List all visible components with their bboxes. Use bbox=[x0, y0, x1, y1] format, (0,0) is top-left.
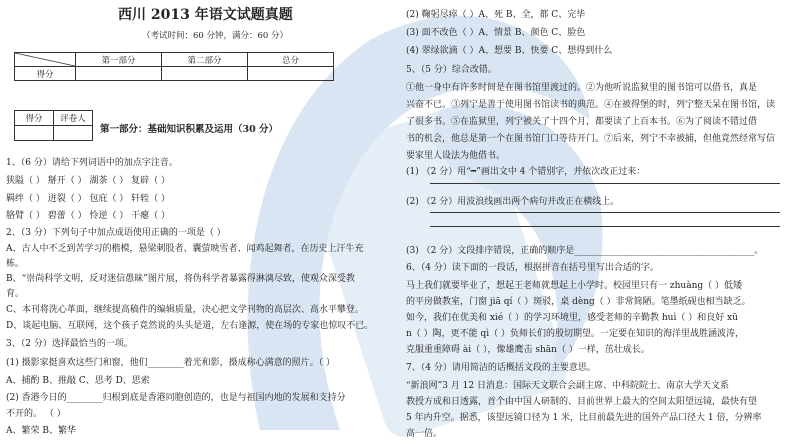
question-line: ①他一身中有许多时间是在图书馆里渡过的。②为他听说监狱里的图书馆可以借书，真是 bbox=[406, 83, 758, 93]
question-line: 7、（4 分）请用简洁的话概括文段的主要意思。 bbox=[406, 363, 596, 373]
question-line: 了很多书。⑤在监狱里，列宁被关了十四个月，都要读了上百本书。⑥为了阅读不错过借 bbox=[406, 117, 758, 127]
exam-subtitle: （考试时间：60 分钟，满分：60 分） bbox=[142, 31, 289, 41]
score-cell-part1[interactable] bbox=[76, 67, 162, 81]
question-line: (4) 翠绿欲滴（ ）A、想要 B、快要 C、想得到什么 bbox=[406, 46, 613, 56]
grader-name-cell[interactable] bbox=[54, 126, 93, 141]
diagonal-line-icon bbox=[15, 53, 75, 66]
answer-blank-line[interactable] bbox=[430, 226, 780, 227]
question-line: 的平房做教室，门窗 jiā qí（ ）斑驳，桌 dèng（ ）非常简陋。笔墨纸砚也相当缺乏。 bbox=[406, 297, 751, 307]
question-line: 狭隘（ ） 掰开（ ） 湖茶（ ） 复辟（ ） bbox=[6, 176, 171, 186]
score-header-total: 总分 bbox=[248, 53, 334, 67]
question-line: 羁绊（ ） 迸裂（ ） 包庇（ ） 轩轾（ ） bbox=[6, 194, 171, 204]
question-line: 1、（6 分）请给下列词语中的加点字注音。 bbox=[6, 158, 178, 168]
score-table-corner bbox=[15, 53, 76, 67]
score-cell-part2[interactable] bbox=[162, 67, 248, 81]
question-line: (1) 摄影家挺喜欢这些门和窗，他们________着光和影，摄成称心满意的照片。（ ） bbox=[6, 358, 335, 368]
question-line: A、繁荣 B、繁华 bbox=[6, 426, 76, 436]
question-line: (3) 面不改色（ ）A、情景 B、颜色 C、脸色 bbox=[406, 28, 586, 38]
question-line: 教授方成和日透露，首个由中国人研制的、目前世界上最大的空间太阳望远镜，最快有望 bbox=[406, 397, 758, 407]
question-line: (3) （2 分）文段排序错误，正确的顺序是________________________________________。 bbox=[406, 246, 764, 256]
question-line: A、捕酌 B、推敲 C、思考 D、思索 bbox=[6, 376, 150, 386]
question-line: 3、（2 分）选择最恰当的一项。 bbox=[6, 339, 133, 349]
question-line: “新浪网”3 月 12 日消息：国际天文联合会副主席、中科院院士、南京大学天文系 bbox=[406, 381, 729, 391]
question-line: C、本刊将洗心革面，继续提高稿件的编辑质量，决心把文学刊物的高层次、高水平攀登。 bbox=[6, 305, 364, 315]
section1-title: 第一部分：基础知识积累及运用（30 分） bbox=[100, 124, 279, 135]
score-table bbox=[14, 52, 334, 81]
question-line: (2) （2 分）用波浪线画出两个病句并改正在横线上。 bbox=[406, 197, 620, 207]
grader-name-label: 评卷人 bbox=[54, 111, 93, 126]
question-line: D、谈起电脑、互联网，这个孩子竟然说的头头是道，左右逢源，使在场的专家也惊叹不已。 bbox=[6, 321, 374, 331]
question-line: 高一倍。 bbox=[406, 429, 443, 439]
grader-score-label: 得分 bbox=[15, 111, 54, 126]
question-line: A、古人中不乏到苦学习的楷模，悬梁刺股者、囊萤映雪者、闻鸡起舞者，在历史上汗牛充 bbox=[6, 244, 364, 254]
question-line: 要家里人设法为他借书。 bbox=[406, 151, 506, 161]
question-line: 克服重重障碍 ài（ ），像雄鹰击 shān（ ）一样，茁壮成长。 bbox=[406, 345, 650, 355]
question-line: 马上我们就要毕业了，想起王老师就想起上小学时。校园里只有一 zhuàng（ ）低矮 bbox=[406, 281, 742, 291]
answer-blank-line[interactable] bbox=[430, 183, 780, 184]
question-line: 栋。 bbox=[6, 259, 25, 269]
answer-blank-line[interactable] bbox=[430, 212, 780, 213]
right-column bbox=[400, 0, 800, 445]
grader-score-cell[interactable] bbox=[15, 126, 54, 141]
score-row-label: 得分 bbox=[15, 67, 76, 81]
question-line: (2) 香港今日的________归根到底是香港同胞创造的，也是与祖国内地的发展和支持分 bbox=[6, 393, 346, 403]
question-line: 5 年内升空。据悉，该望远镜口径为 1 米，比目前最先进的国外产品口径大 1 倍，分辨率 bbox=[406, 413, 762, 423]
question-line: 兴奋不已。③列宁是善于使用图书馆读书的典范。④在被得堡的时，列宁整天呆在图书馆，读 bbox=[406, 100, 776, 110]
question-line: n（ ）陶，更不能 qì（ ）负师长们的殷切期望。一定要在知识的海洋里战胜涵波涛， bbox=[406, 329, 745, 339]
score-header-part1: 第一部分 bbox=[76, 53, 162, 67]
grader-table bbox=[14, 110, 93, 141]
question-line: 2、（3 分）下列句子中加点成语使用正确的一项是（ ） bbox=[6, 228, 226, 238]
question-line: 书的机会，他总是第一个在图书馆门口等待开门。⑦后来，列宁不幸被捕，但他竟然经常写信 bbox=[406, 134, 776, 144]
left-column bbox=[0, 0, 392, 445]
score-header-part2: 第二部分 bbox=[162, 53, 248, 67]
question-line: (1) （2 分）用“━”画出文中 4 个错别字，并依次改正过来： bbox=[406, 167, 646, 177]
question-line: 胳臂（ ） 碧蕾（ ） 怜逆（ ） 干瘪（ ） bbox=[6, 211, 171, 221]
question-line: B、“崇尚科学文明，反对迷信愚昧”图片展，将伪科学者暴露得淋漓尽致，使观众深受教 bbox=[6, 274, 355, 284]
question-line: 如今，我们在优美和 xié（ ）的学习环境里，感受老师的辛勤教 huì（ ）和良好 xū bbox=[406, 313, 738, 323]
question-line: (2) 鞠躬尽瘁（ ）A、死 B、全，都 C、完毕 bbox=[406, 10, 586, 20]
question-line: 5、（5 分）综合改错。 bbox=[406, 65, 497, 75]
question-line: 育。 bbox=[6, 289, 25, 299]
question-line: 6、（4 分）读下面的一段话，根据拼音在括号里写出合适的字。 bbox=[406, 263, 659, 273]
score-cell-total[interactable] bbox=[248, 67, 334, 81]
question-line: 不开的。 （ ） bbox=[6, 409, 66, 419]
exam-title: 西川 2013 年语文试题真题 bbox=[118, 7, 293, 23]
